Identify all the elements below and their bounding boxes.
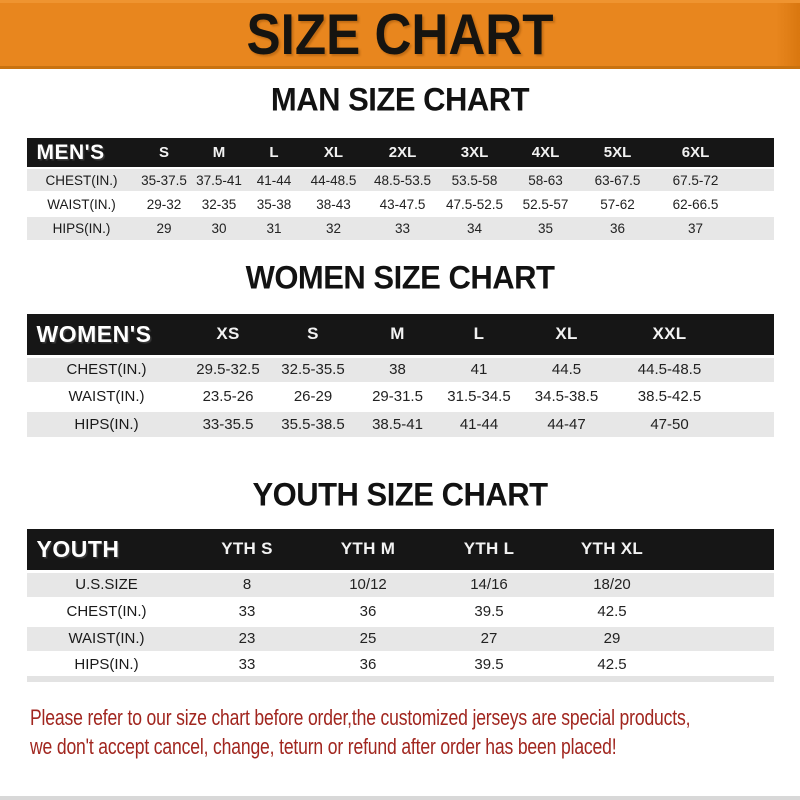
row-label: HIPS(IN.)	[74, 415, 139, 433]
size-cell: 30	[211, 221, 227, 236]
banner-title: SIZE CHART	[246, 1, 554, 67]
row-label: WAIST(IN.)	[68, 630, 145, 647]
size-cell: 38.5-41	[372, 415, 423, 433]
spacer-cell	[738, 192, 774, 216]
youth-table-header	[27, 529, 774, 571]
row-label: WAIST(IN.)	[68, 388, 145, 405]
table-row	[27, 571, 774, 598]
table-row	[27, 192, 774, 216]
youth-size-table	[27, 529, 774, 682]
column-header: M	[390, 324, 405, 344]
size-cell: 25	[359, 630, 377, 647]
table-row	[27, 356, 774, 383]
size-cell: 31.5-34.5	[447, 388, 511, 405]
size-cell: 14/16	[470, 576, 508, 593]
size-header-row	[27, 529, 774, 571]
size-cell: 34.5-38.5	[534, 388, 599, 405]
size-cell: 29	[156, 221, 172, 236]
size-cell: 23	[238, 630, 256, 647]
size-cell: 39.5	[474, 603, 504, 620]
column-header: L	[269, 144, 279, 161]
bottom-divider	[0, 796, 800, 800]
size-cell: 67.5-72	[672, 172, 719, 188]
size-cell: 31	[266, 221, 282, 236]
size-cell: 41-44	[256, 172, 292, 188]
spacer-cell	[675, 625, 774, 652]
table-row	[27, 383, 774, 410]
column-header: YTH S	[221, 539, 273, 559]
size-cell: 35-38	[256, 196, 292, 212]
spacer-cell	[738, 216, 774, 240]
row-label: CHEST(IN.)	[66, 603, 147, 620]
size-cell: 36	[609, 221, 626, 236]
size-header-row	[27, 314, 774, 356]
women-table-body	[27, 356, 774, 437]
table-title: MEN'S	[36, 140, 105, 164]
table-row	[27, 625, 774, 652]
table-row	[27, 216, 774, 240]
women-size-section	[0, 259, 800, 437]
size-cell: 57-62	[600, 196, 635, 212]
column-header: YTH XL	[580, 539, 644, 559]
size-cell: 35-37.5	[141, 172, 187, 188]
row-label: HIPS(IN.)	[74, 656, 139, 674]
women-size-table	[27, 314, 774, 437]
size-cell: 32	[325, 221, 342, 236]
column-header: 5XL	[603, 144, 632, 161]
size-cell: 42.5	[597, 603, 627, 620]
row-label: CHEST(IN.)	[45, 172, 118, 188]
footer-note	[0, 703, 800, 761]
youth-table-body	[27, 571, 774, 679]
size-cell: 35.5-38.5	[281, 415, 345, 433]
size-chart-banner	[0, 0, 800, 69]
size-cell: 29-31.5	[372, 388, 423, 405]
table-row	[27, 598, 774, 625]
spacer-cell	[726, 383, 774, 410]
size-cell: 36	[359, 603, 377, 620]
men-table-header	[27, 138, 774, 168]
size-cell: 29	[603, 630, 621, 647]
man-size-section	[0, 81, 800, 240]
footer-note-line1: Please refer to our size chart before order,the customized jerseys are special products,	[30, 705, 691, 730]
table-title: YOUTH	[36, 535, 120, 562]
size-cell: 37.5-41	[196, 172, 242, 188]
spacer-cell	[726, 410, 774, 437]
size-cell: 37	[687, 221, 704, 236]
size-cell: 52.5-57	[522, 196, 569, 212]
spacer-cell	[738, 138, 774, 168]
size-cell: 44-48.5	[310, 172, 357, 188]
spacer-cell	[738, 168, 774, 192]
size-cell: 36	[359, 656, 377, 674]
spacer-cell	[675, 598, 774, 625]
size-cell: 44.5-48.5	[637, 361, 702, 378]
table-row	[27, 652, 774, 679]
column-header: 2XL	[388, 144, 417, 161]
size-cell: 62-66.5	[672, 196, 719, 212]
size-cell: 38.5-42.5	[637, 388, 702, 405]
size-cell: 44.5	[551, 361, 582, 378]
column-header: XL	[323, 144, 344, 161]
column-header: XXL	[652, 324, 687, 344]
column-header: M	[212, 144, 226, 161]
column-header: XL	[555, 324, 578, 344]
size-cell: 33-35.5	[202, 415, 254, 433]
size-cell: 42.5	[597, 656, 627, 674]
size-cell: 18/20	[593, 576, 631, 593]
youth-size-heading: YOUTH SIZE CHART	[252, 476, 548, 513]
men-table-body	[27, 168, 774, 240]
youth-size-section	[0, 476, 800, 682]
man-size-heading: MAN SIZE CHART	[270, 81, 530, 118]
size-cell: 32-35	[201, 196, 237, 212]
table-row	[27, 168, 774, 192]
size-cell: 48.5-53.5	[373, 172, 432, 188]
row-label: HIPS(IN.)	[52, 221, 111, 236]
spacer-cell	[675, 571, 774, 598]
size-cell: 27	[480, 630, 498, 647]
size-cell: 32.5-35.5	[281, 361, 345, 378]
column-header: 4XL	[531, 144, 560, 161]
size-cell: 47-50	[650, 415, 689, 433]
size-cell: 23.5-26	[202, 388, 254, 405]
size-cell: 44-47	[547, 415, 586, 433]
spacer-cell	[675, 652, 774, 679]
size-cell: 41	[470, 361, 488, 378]
men-size-table	[27, 138, 774, 240]
size-cell: 35	[537, 221, 554, 236]
size-cell: 38	[389, 361, 406, 378]
column-header: L	[473, 324, 485, 344]
column-header: S	[307, 324, 319, 344]
size-cell: 38-43	[316, 196, 351, 212]
table-title: WOMEN'S	[36, 320, 152, 347]
women-size-heading: WOMEN SIZE CHART	[245, 259, 555, 296]
column-header: YTH L	[463, 539, 515, 559]
column-header: 3XL	[460, 144, 489, 161]
size-cell: 33	[238, 603, 256, 620]
row-label: U.S.SIZE	[75, 576, 138, 593]
row-label: CHEST(IN.)	[66, 361, 147, 378]
row-label: WAIST(IN.)	[47, 196, 116, 212]
column-header: 6XL	[681, 144, 710, 161]
column-header: XS	[216, 324, 240, 344]
footer-note-line2: we don't accept cancel, change, teturn or refund after order has been placed!	[30, 734, 617, 759]
size-cell: 8	[242, 576, 252, 593]
size-header-row	[27, 138, 774, 168]
size-cell: 33	[238, 656, 256, 674]
size-cell: 43-47.5	[379, 196, 426, 212]
size-cell: 53.5-58	[451, 172, 498, 188]
size-cell: 33	[394, 221, 411, 236]
column-header: YTH M	[340, 539, 396, 559]
size-cell: 29-32	[146, 196, 182, 212]
size-cell: 63-67.5	[594, 172, 641, 188]
spacer-cell	[726, 314, 774, 356]
size-cell: 47.5-52.5	[445, 196, 504, 212]
size-cell: 39.5	[474, 656, 504, 674]
size-cell: 10/12	[349, 576, 387, 593]
column-header: S	[158, 144, 169, 161]
size-cell: 34	[466, 221, 483, 236]
table-row	[27, 410, 774, 437]
size-cell: 58-63	[528, 172, 563, 188]
size-cell: 41-44	[459, 415, 499, 433]
spacer-cell	[675, 529, 774, 571]
size-cell: 29.5-32.5	[196, 361, 260, 378]
spacer-cell	[726, 356, 774, 383]
size-cell: 26-29	[293, 388, 333, 405]
women-table-header	[27, 314, 774, 356]
